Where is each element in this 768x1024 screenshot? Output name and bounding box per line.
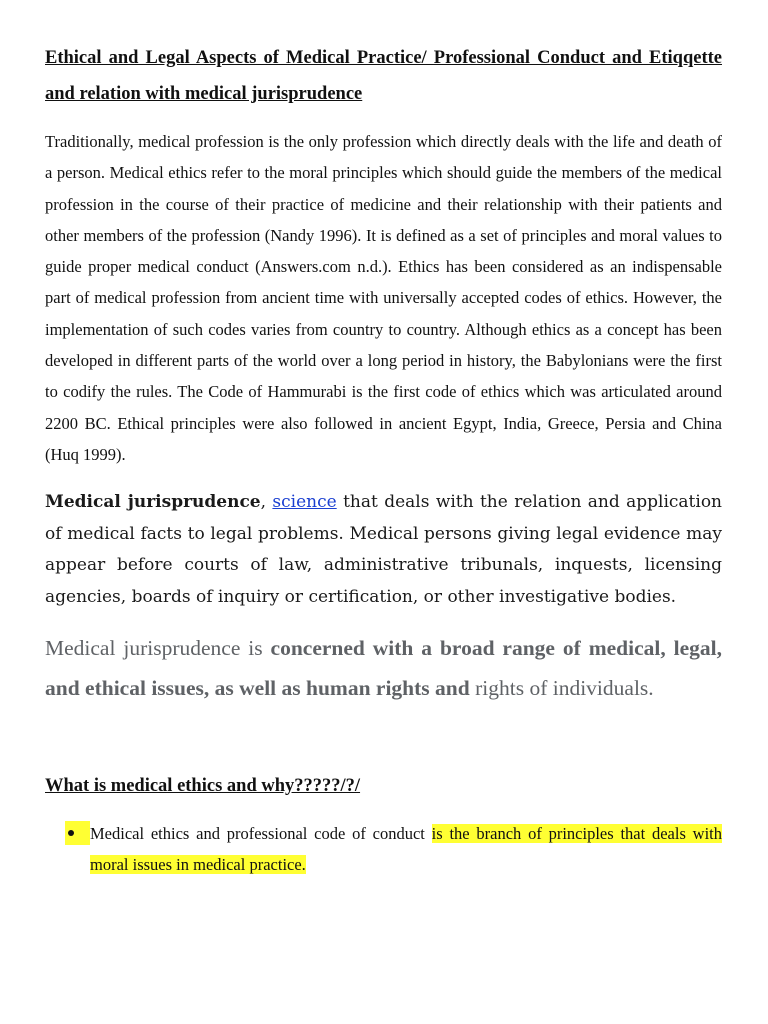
section-heading: What is medical ethics and why?????/?/ [45, 775, 361, 796]
bullet-plain-text: Medical ethics and professional code of conduct [90, 823, 432, 843]
intro-paragraph: Traditionally, medical profession is the only profession which directly deals with the life and death of a person. Medical ethics refer to the moral principles which should guide the members of the medical profession in the course of their practice of medicine and their relationship with their patients and other members of the profession (Nandy 1996). It is defined as a set of principles and moral values to guide proper medical conduct (Answers.com n.d.). Ethics has been considered as an indispensable part of medical profession from ancient time with universally accepted codes of ethics. However, the implementation of such codes varies from country to country. Although ethics as a concept has been developed in different parts of the world over a long period in history, the Babylonians were the first to codify the rules. The Code of Hammurabi is the first code of ethics which was articulated around 2200 BC. Ethical principles were also followed in ancient Egypt, India, Greece, Persia and China (Huq 1999). [45, 132, 722, 464]
jurisprudence-definition-paragraph [45, 487, 722, 613]
jurisprudence-term: Medical jurisprudence [45, 492, 261, 513]
document-title: Ethical and Legal Aspects of Medical Practice/ Professional Conduct and Etiqqette and relation with medical jurisprudence [45, 48, 722, 104]
document-page [45, 40, 722, 881]
definition-text: that deals with the relation and application of medical facts to legal problems. Medical persons giving legal evidence may appear before courts of law, administrative tribunals, inquests, licensing agencies, boards of inquiry or certification, or other investigative bodies. [45, 492, 723, 608]
scope-tail-text: rights of individuals. [469, 675, 654, 700]
highlighted-text: is the branch of principles that deals with moral issues in medical practice. [90, 823, 723, 875]
scope-lead-text: Medical jurisprudence is [45, 635, 271, 660]
scope-strong-text: concerned with a broad range of medical, legal, and ethical issues, as well as human rights and [45, 635, 722, 700]
bullet-icon [65, 821, 90, 845]
jurisprudence-scope-paragraph [45, 628, 722, 708]
term-comma: , [260, 492, 267, 513]
science-link[interactable]: science [272, 492, 337, 513]
bullet-list [45, 818, 722, 881]
list-item [45, 818, 722, 881]
